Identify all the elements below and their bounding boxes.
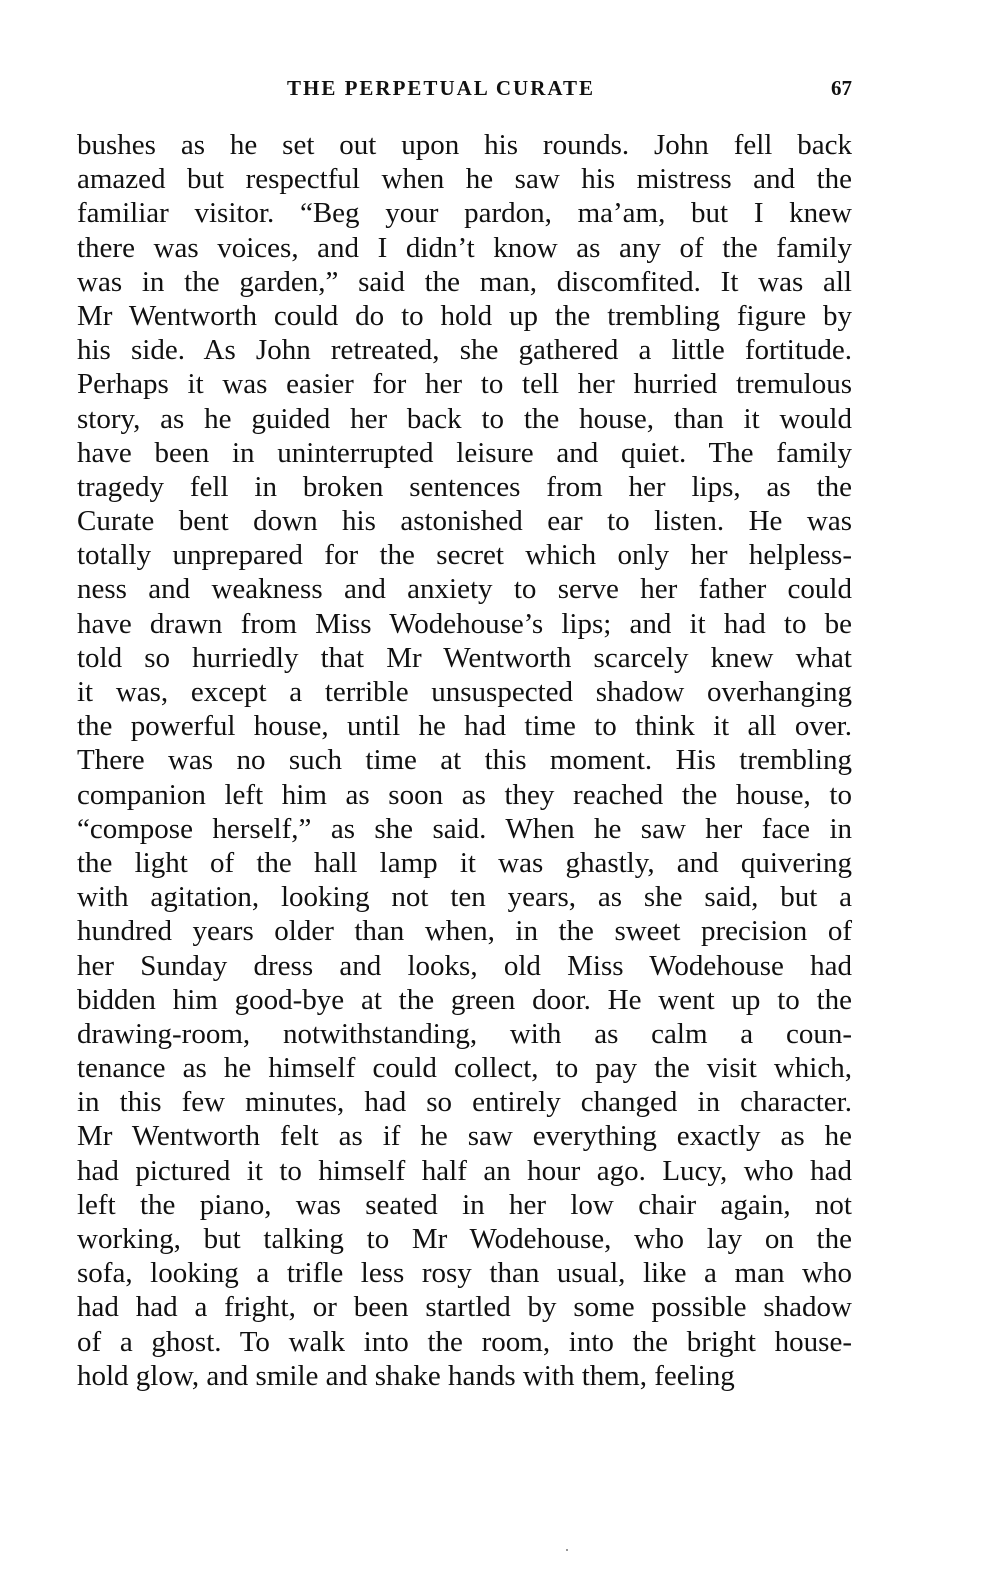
body-line: working, but talking to Mr Wodehouse, who lay on the (77, 1223, 852, 1255)
body-text (77, 128, 852, 1393)
page-number: 67 (831, 76, 852, 100)
running-head (77, 76, 852, 104)
body-line: familiar visitor. “Beg your pardon, ma’am, but I knew (77, 197, 852, 230)
body-line: hold glow, and smile and shake hands with them, feeling (77, 1359, 735, 1392)
body-line: of a ghost. To walk into the room, into the bright house- (77, 1325, 852, 1358)
body-line: “compose herself,” as she said. When he saw her face in (77, 812, 852, 845)
body-line: it was, except a terrible unsuspected shadow overhanging (77, 676, 852, 708)
body-line: Perhaps it was easier for her to tell her hurried tremulous (77, 368, 852, 401)
body-line: told so hurriedly that Mr Wentworth scarcely knew what (77, 641, 852, 674)
body-line: drawing-room, notwithstanding, with as calm a coun- (77, 1017, 852, 1050)
body-line: have drawn from Miss Wodehouse’s lips; and it had to be (77, 607, 852, 640)
body-line: with agitation, looking not ten years, as she said, but a (77, 881, 852, 914)
body-line: There was no such time at this moment. His trembling (77, 744, 852, 777)
body-line: the light of the hall lamp it was ghastly, and quivering (77, 846, 852, 879)
running-title: THE PERPETUAL CURATE (287, 76, 595, 100)
body-line: story, as he guided her back to the house, than it would (77, 402, 852, 435)
body-line: was in the garden,” said the man, discomfited. It was all (77, 265, 852, 298)
body-line: tenance as he himself could collect, to pay the visit which, (77, 1052, 852, 1085)
body-line: Mr Wentworth felt as if he saw everything exactly as he (77, 1120, 852, 1153)
body-line: his side. As John retreated, she gathered a little fortitude. (77, 334, 852, 367)
body-line: totally unprepared for the secret which only her helpless- (77, 539, 852, 572)
body-line: there was voices, and I didn’t know as any of the family (77, 231, 852, 264)
body-line: tragedy fell in broken sentences from her lips, as the (77, 470, 852, 503)
body-line: sofa, looking a trifle less rosy than usual, like a man who (77, 1257, 852, 1290)
body-line: Curate bent down his astonished ear to listen. He was (77, 505, 852, 538)
body-line: amazed but respectful when he saw his mistress and the (77, 163, 852, 196)
body-line: her Sunday dress and looks, old Miss Wodehouse had (77, 949, 852, 982)
body-line: ness and weakness and anxiety to serve her father could (77, 573, 852, 606)
body-line: the powerful house, until he had time to think it all over. (77, 710, 852, 743)
body-line: bidden him good-bye at the green door. He went up to the (77, 983, 852, 1016)
body-line: hundred years older than when, in the sweet precision of (77, 915, 852, 948)
body-line: in this few minutes, had so entirely changed in character. (77, 1086, 852, 1119)
body-line: bushes as he set out upon his rounds. John fell back (77, 129, 852, 161)
printing-speck (566, 1549, 568, 1551)
body-line: Mr Wentworth could do to hold up the trembling figure by (77, 299, 852, 332)
body-line: have been in uninterrupted leisure and quiet. The family (77, 436, 852, 469)
body-line: had pictured it to himself half an hour ago. Lucy, who had (77, 1154, 852, 1187)
body-line: had had a fright, or been startled by some possible shadow (77, 1291, 852, 1324)
body-line: left the piano, was seated in her low chair again, not (77, 1188, 852, 1221)
body-line: companion left him as soon as they reached the house, to (77, 778, 852, 811)
